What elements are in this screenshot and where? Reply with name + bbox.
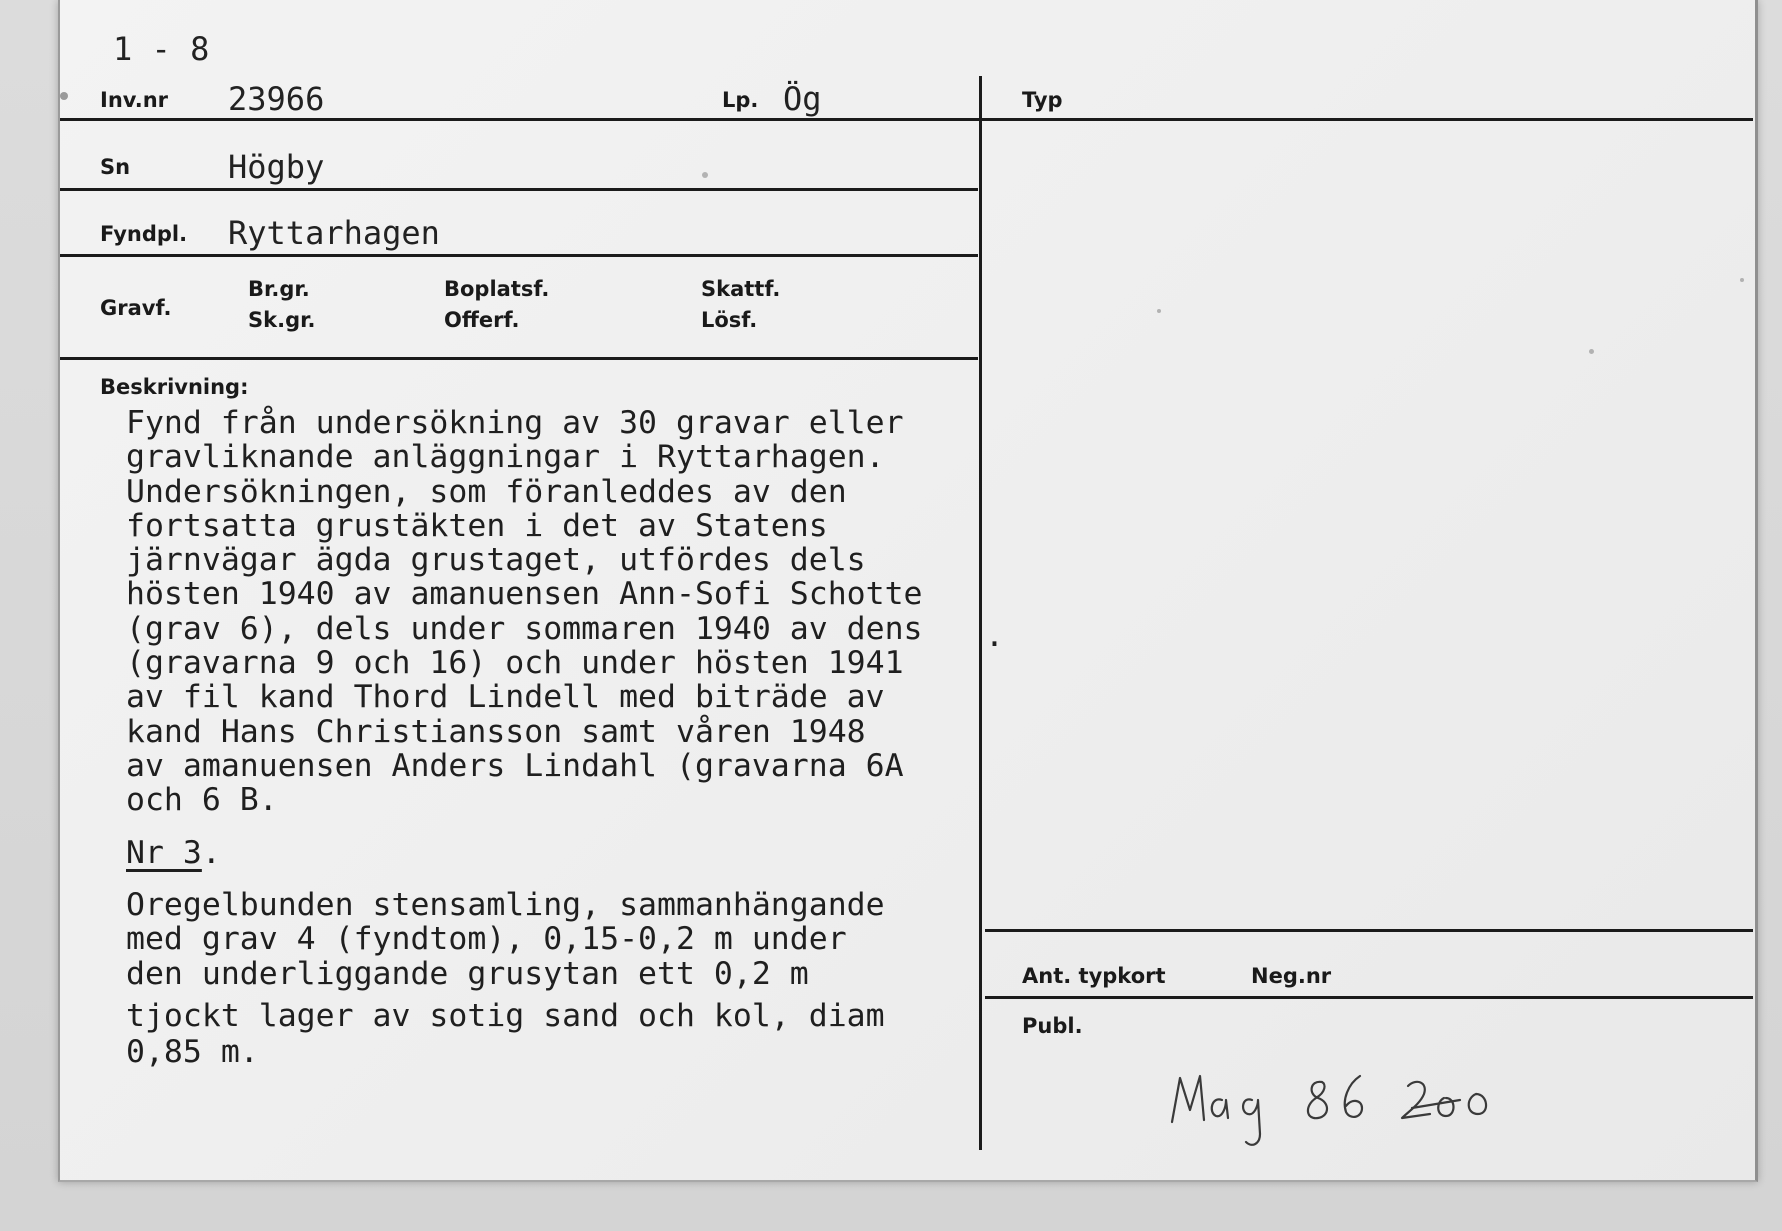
losf-label: Lösf. (701, 308, 758, 332)
section-heading-text: Nr 3 (126, 835, 202, 871)
fyndpl-label: Fyndpl. (100, 222, 188, 246)
section-line: den underliggande grusytan ett 0,2 m (126, 955, 809, 992)
rule-right-upper (985, 929, 1753, 932)
rule-inv (60, 118, 1753, 121)
description-line: Undersökningen, som föranleddes av den (126, 473, 847, 510)
description-text (126, 406, 923, 818)
ant-typkort-label: Ant. typkort (1022, 964, 1166, 988)
brgr-label: Br.gr. (248, 277, 310, 301)
description-line: (grav 6), dels under sommaren 1940 av dens (126, 610, 923, 647)
sn-value: Högby (228, 148, 325, 186)
offerf-label: Offerf. (444, 308, 520, 332)
description-line: och 6 B. (126, 782, 278, 819)
description-line: (gravarna 9 och 16) och under hösten 1941 (126, 645, 904, 682)
section-text (126, 888, 885, 991)
dust-speck (1740, 278, 1744, 282)
description-line: kand Hans Christiansson samt våren 1948 (126, 713, 866, 750)
handwritten-note (1160, 1060, 1520, 1170)
description-line: fortsatta grustäkten i det av Statens (126, 507, 828, 544)
description-line: hösten 1940 av amanuensen Ann-Sofi Schotte (126, 576, 923, 613)
corner-code: 1 - 8 (113, 30, 210, 68)
beskrivning-label: Beskrivning: (100, 375, 249, 399)
inv-value: 23966 (228, 80, 325, 118)
section-text-continued (126, 998, 885, 1070)
rule-fyndpl (60, 254, 978, 257)
sn-label: Sn (100, 155, 131, 179)
lp-label: Lp. (722, 88, 759, 112)
rule-gravf (60, 357, 978, 360)
description-line: av fil kand Thord Lindell med biträde av (126, 679, 885, 716)
dust-speck (1157, 309, 1161, 313)
column-divider (979, 76, 982, 1150)
lp-value: Ög (783, 80, 822, 118)
description-line: järnvägar ägda grustaget, utfördes dels (126, 542, 866, 579)
typ-label: Typ (1022, 88, 1063, 112)
description-line: av amanuensen Anders Lindahl (gravarna 6A (126, 747, 904, 784)
skattf-label: Skattf. (701, 277, 781, 301)
skgr-label: Sk.gr. (248, 308, 316, 332)
section-line: Oregelbunden stensamling, sammanhängande (126, 887, 885, 923)
section-heading (126, 835, 221, 871)
section-line: med grav 4 (fyndtom), 0,15-0,2 m under (126, 921, 847, 958)
section-heading-suffix: . (201, 835, 221, 871)
overflow-period: . (985, 618, 1004, 654)
description-line: gravliknande anläggningar i Ryttarhagen. (126, 439, 885, 476)
negnr-label: Neg.nr (1251, 964, 1332, 988)
gravf-label: Gravf. (100, 296, 172, 320)
rule-right-lower (985, 996, 1753, 999)
publ-label: Publ. (1022, 1014, 1083, 1038)
dust-speck (702, 172, 708, 178)
boplatsf-label: Boplatsf. (444, 277, 550, 301)
section-line: tjockt lager av sotig sand och kol, diam (126, 998, 885, 1034)
rule-sn (60, 188, 978, 191)
fyndpl-value: Ryttarhagen (228, 214, 440, 252)
description-line: Fynd från undersökning av 30 gravar eller (126, 405, 904, 441)
dust-speck (1589, 349, 1594, 354)
punch-mark (60, 92, 68, 100)
section-line: 0,85 m. (126, 1034, 259, 1070)
inv-label: Inv.nr (100, 88, 169, 112)
